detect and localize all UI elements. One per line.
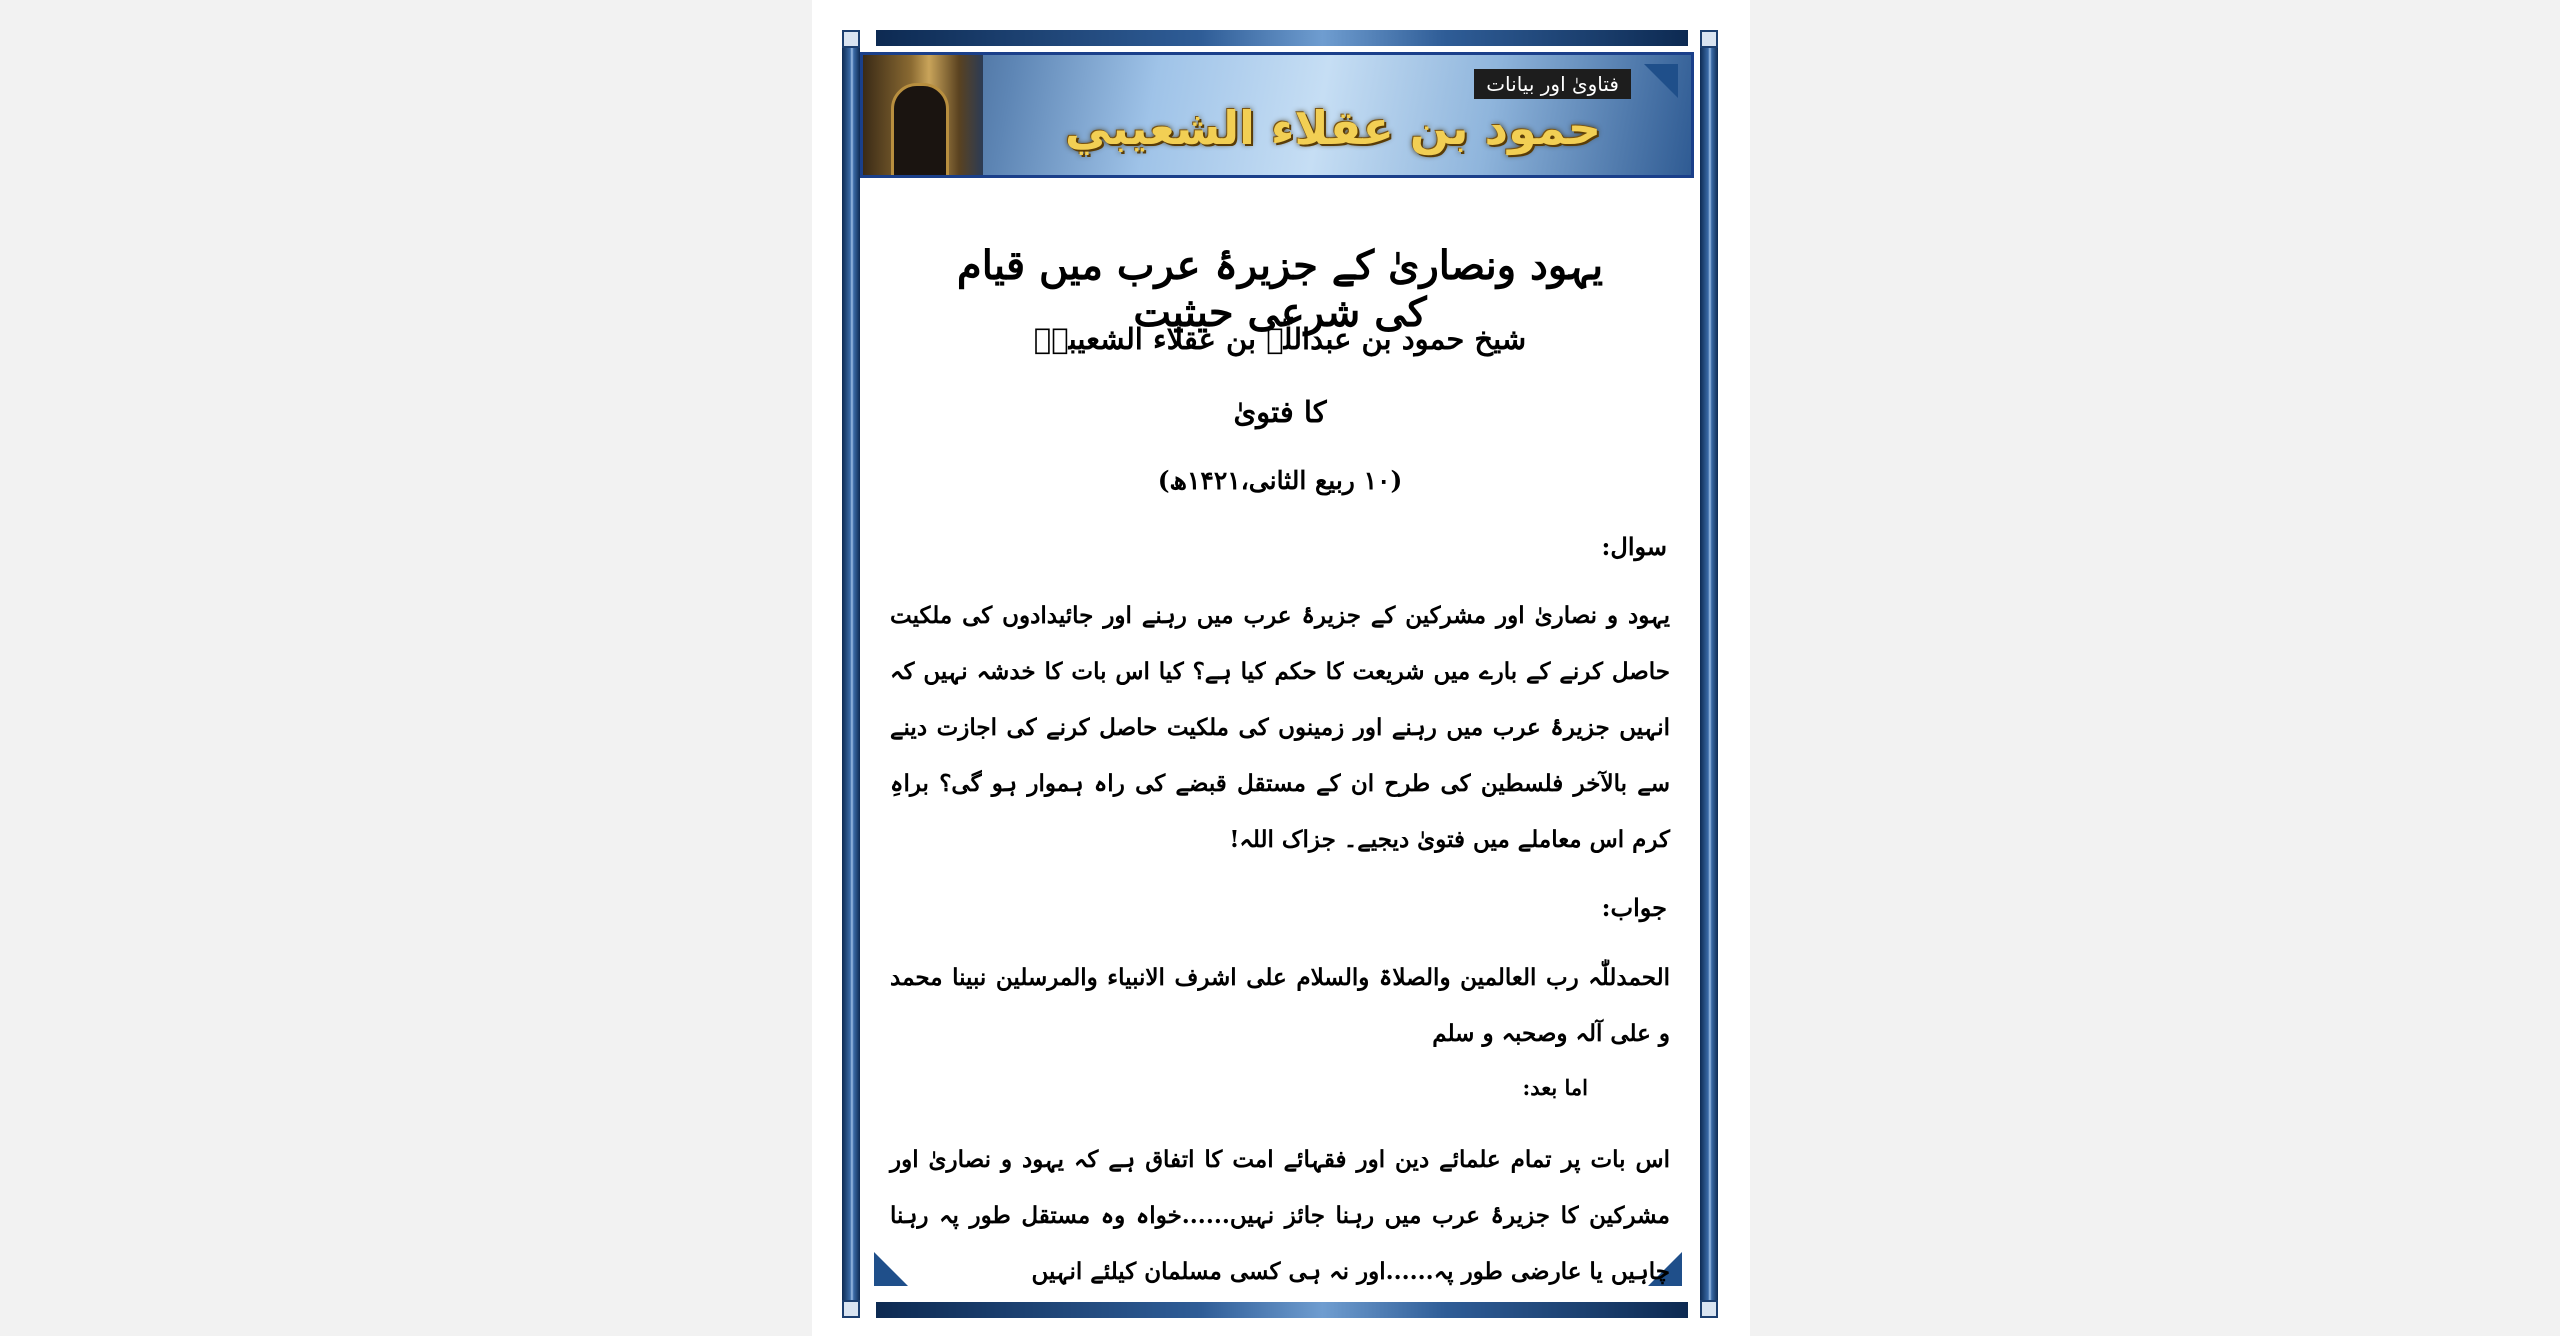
- banner-corner-ornament: [1644, 64, 1678, 98]
- answer-praise: الحمدللّٰہ رب العالمین والصلاۃ والسلام علی اشرف الانبیاء والمرسلین نبینا محمد و علی آلہ وصحبہ و سلم: [890, 964, 1670, 1047]
- frame-top-border: [876, 30, 1688, 46]
- header-banner: [860, 52, 1694, 178]
- document-author: شیخ حمود بن عبداللّٰہ بن عقلاء الشعیبیؒ: [1033, 322, 1527, 356]
- banner-photo: [863, 55, 983, 175]
- question-text: یہود و نصاریٰ اور مشرکین کے جزیرۂ عرب میں رہنے اور جائیدادوں کی ملکیت حاصل کرنے کے بارے میں شریعت کا حکم کیا ہے؟ کیا اس بات کا خدشہ نہیں کہ انہیں جزیرۂ عرب میں رہنے اور زمینوں کی ملکیت حاصل کرنے کی اجازت دینے سے بالآخر فلسطین کی طرح ان کے مستقل قبضے کی راہ ہموار ہو گی؟ براہِ کرم اس معاملے میں فتویٰ دیجیے۔ جزاک اللہ!: [890, 602, 1670, 853]
- answer-label: جواب:: [1601, 893, 1667, 922]
- banner-title: حمود بن عقلاء الشعيبي: [1064, 101, 1601, 155]
- answer-text: اس بات پر تمام علمائے دین اور فقہائے امت کا اتفاق ہے کہ یہود و نصاریٰ اور مشرکین کا جزیرۂ عرب میں رہنا جائز نہیں......خواہ وہ مستقل طور پہ رہنا چاہیں یا عارضی طور پہ......اور نہ ہی کسی مسلمان کیلئے انہیں: [890, 1146, 1670, 1285]
- frame-corner-top-left: [842, 30, 860, 48]
- banner-subtitle: فتاویٰ اور بیانات: [1474, 69, 1631, 99]
- arch-image: [891, 83, 949, 178]
- document-title: یہود ونصاریٰ کے جزیرۂ عرب میں قیام کی شرعی حیثیت: [956, 242, 1604, 336]
- amma-bad-label: اما بعد:: [1522, 1075, 1588, 1100]
- fatwa-label: کا فتویٰ: [1233, 395, 1327, 429]
- frame-corner-bottom-right: [1700, 1300, 1718, 1318]
- frame-left-border: [842, 30, 860, 1318]
- frame-corner-bottom-left: [842, 1300, 860, 1318]
- frame-right-border: [1700, 30, 1718, 1318]
- frame-corner-top-right: [1700, 30, 1718, 48]
- frame-bottom-border: [876, 1302, 1688, 1318]
- document-date: (۱۰ ربیع الثانی،۱۴۲۱ھ): [1157, 466, 1403, 495]
- question-label: سوال:: [1601, 532, 1667, 561]
